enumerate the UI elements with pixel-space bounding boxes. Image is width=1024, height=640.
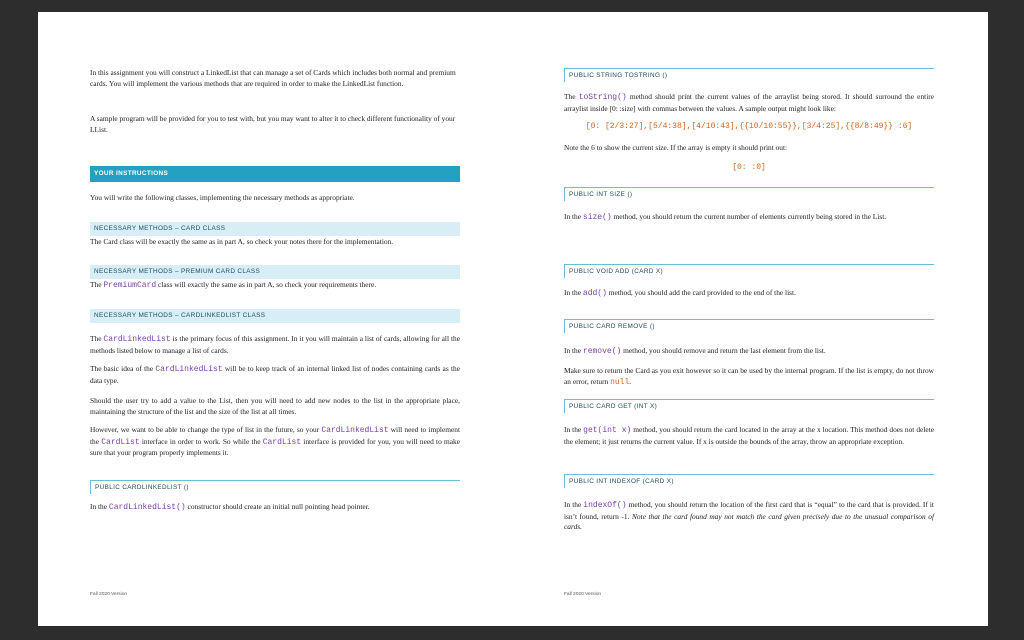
tostring-empty-output: [0: :0]: [732, 163, 766, 172]
tostring-text: The toString() method should print the current values of the arraylist being stored. It should surround the entire arraylist inside [0: :size] with commas between the values. A sample output might look like:: [564, 92, 934, 113]
size-header: PUBLIC INT SIZE (): [564, 187, 934, 201]
tostring-note: Note the 6 to show the current size. If the array is empty it should print out:: [564, 143, 788, 152]
cardlinkedlist-paragraph-2: The basic idea of the CardLinkedList will be to keep track of an internal linked list of nodes containing cards as the data type.: [90, 364, 460, 385]
right-footer: Fall 2020 Version: [564, 592, 602, 597]
cardlinkedlist-paragraph-4: However, we want to be able to change the type of list in the future, so your CardLinkedList will need to implement the CardList interface in order to work. So while the CardList interface is provided for you, you will need to make sure that your program properly implements it.: [90, 425, 460, 458]
constructor-header: PUBLIC CARDLINKEDLIST (): [90, 480, 460, 494]
remove-note: Make sure to return the Card as you exit however so it can be used by the internal program. If the list is empty, do not throw an error, return null.: [564, 366, 934, 387]
intro-paragraph: In this assignment you will construct a LinkedList that can manage a set of Cards which includes both normal and premium cards. You will implement the various methods that are required in order to make the LinkedList function.: [90, 68, 456, 88]
left-footer: Fall 2020 Version: [90, 592, 128, 597]
cardlinkedlist-paragraph-1: The CardLinkedList is the primary focus of this assignment. In it you will maintain a list of cards, allowing for all the methods listed below to manage a list of cards.: [90, 334, 460, 355]
instructions-text: You will write the following classes, implementing the necessary methods as appropriate.: [90, 193, 355, 202]
get-header: PUBLIC CARD GET (INT X): [564, 399, 934, 413]
add-text: In the add() method, you should add the card provided to the end of the list.: [564, 288, 796, 298]
indexof-header: PUBLIC INT INDEXOF (CARD X): [564, 474, 934, 488]
card-class-text: The Card class will be exactly the same as in part A, so check your notes there for the implementation.: [90, 237, 394, 246]
indexof-text: In the indexOf() method, you should return the location of the first card that is “equal” to the card that is provided. If it isn’t found, return -1. Note that the card found may not match the card given precisely due to the unusual comparison of cards.: [564, 500, 935, 532]
remove-header: PUBLIC CARD REMOVE (): [564, 319, 934, 333]
premium-card-class-text: The PremiumCard class will exactly the same as in part A, so check your requirements there.: [90, 280, 377, 290]
tostring-header: PUBLIC STRING TOSTRING (): [564, 68, 934, 82]
get-text: In the get(int x) method, you should return the card located in the array at the x location. This method does not delete the element; it just returns the current value. If x is outside the bounds of the array, throw an appropriate exception.: [564, 425, 934, 446]
tostring-sample-output: [0: [2/3:27],[5/4:38],[4/10:43],{{10/10:55}},[3/4:25],{{8/8:49}} :6]: [585, 122, 913, 131]
sample-program-paragraph: A sample program will be provided for you to test with, but you may want to alter it to check different functionality of your LList.: [90, 114, 456, 134]
document-page: [38, 12, 988, 626]
premium-card-class-header: NECESSARY METHODS – PREMIUM CARD CLASS: [90, 265, 460, 279]
your-instructions-header: YOUR INSTRUCTIONS: [90, 166, 460, 182]
cardlinkedlist-class-header: NECESSARY METHODS – CARDLINKEDLIST CLASS: [90, 309, 460, 323]
card-class-header: NECESSARY METHODS – CARD CLASS: [90, 222, 460, 236]
remove-text: In the remove() method, you should remove and return the last element from the list.: [564, 346, 826, 356]
constructor-text: In the CardLinkedList() constructor should create an initial null pointing head pointer.: [90, 502, 370, 512]
add-header: PUBLIC VOID ADD (CARD X): [564, 264, 934, 278]
size-text: In the size() method, you should return the current number of elements currently being stored in the List.: [564, 212, 887, 222]
cardlinkedlist-paragraph-3: Should the user try to add a value to the List, then you will need to add new nodes to the list in the appropriate place, maintaining the structure of the list and the size of the list at all times.: [90, 396, 460, 416]
